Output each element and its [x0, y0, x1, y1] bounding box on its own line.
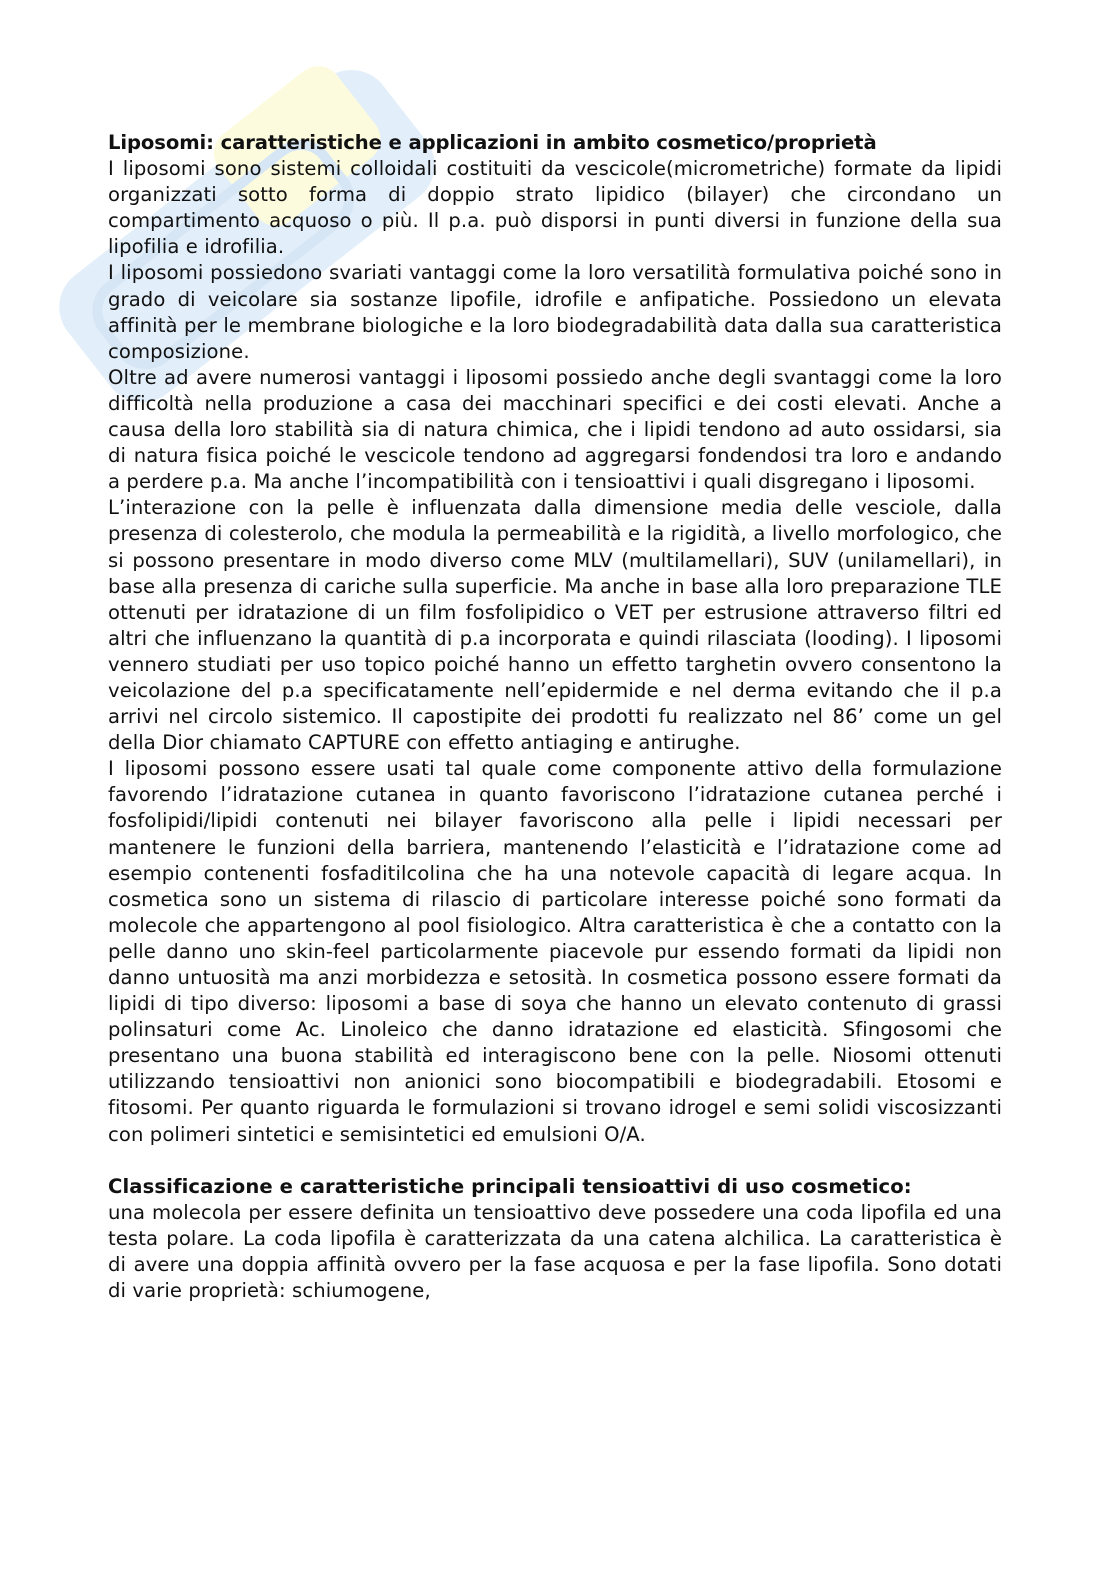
paragraph: I liposomi possiedono svariati vantaggi come la loro versatilità formulativa poiché sono in grado di veicolare sia sostanze lipofile, idrofile e anfipatiche. Possiedono un elevata affinità per le membrane biologiche e la loro biodegradabilità data dalla sua caratteristica composizione.	[108, 261, 1002, 363]
section-spacer	[108, 1148, 1002, 1174]
document-page	[108, 130, 1002, 1304]
paragraph: I liposomi possono essere usati tal quale come componente attivo della formulazione favorendo l’idratazione cutanea in quanto favoriscono l’idratazione cutanea perché i fosfolipidi/lipidi contenuti nei bilayer favoriscono alla pelle i lipidi necessari per mantenere le funzioni della barriera, mantenendo l’elasticità e l’idratazione come ad esempio contenenti fosfaditilcolina che ha una notevole capacità di legare acqua. In cosmetica sono un sistema di rilascio di particolare interesse poiché sono formati da molecole che appartengono al pool fisiologico. Altra caratteristica è che a contatto con la pelle danno uno skin-feel particolarmente piacevole pur essendo formati da lipidi non danno untuosità ma anzi morbidezza e setosità. In cosmetica possono essere formati da lipidi di tipo diverso: liposomi a base di soya che hanno un elevato contenuto di grassi polinsaturi come Ac. Linoleico che danno idratazione ed elasticità. Sfingosomi che presentano una buona stabilità ed interagiscono bene con la pelle. Niosomi ottenuti utilizzando tensioattivi non anionici sono biocompatibili e biodegradabili. Etosomi e fitosomi. Per quanto riguarda le formulazioni si trovano idrogel e semi solidi viscosizzanti con polimeri sintetici e semisintetici ed emulsioni O/A.	[108, 757, 1002, 1146]
paragraph: una molecola per essere definita un tensioattivo deve possedere una coda lipofila ed una testa polare. La coda lipofila è caratterizzata da una catena alchilica. La caratteristica è di avere una doppia affinità ovvero per la fase acquosa e per la fase lipofila. Sono dotati di varie proprietà: schiumogene,	[108, 1200, 1002, 1303]
paragraph: Oltre ad avere numerosi vantaggi i liposomi possiedo anche degli svantaggi come la loro difficoltà nella produzione a casa dei macchinari specifici e dei costi elevati. Anche a causa della loro stabilità sia di natura chimica, che i lipidi tendono ad auto ossidarsi, sia di natura fisica poiché le vescicole tendono ad aggregarsi fondendosi tra loro e andando a perdere p.a. Ma anche l’incompatibilità con i tensioattivi i quali disgregano i liposomi.	[108, 365, 1002, 494]
paragraph: I liposomi sono sistemi colloidali costituiti da vescicole(micrometriche) formate da lipidi organizzati sotto forma di doppio strato lipidico (bilayer) che circondano un compartimento acquoso o più. Il p.a. può disporsi in punti diversi in funzione della sua lipofilia e idrofilia.	[108, 157, 1002, 259]
section-tensioattivi-title: Classificazione e caratteristiche principali tensioattivi di uso cosmetico:	[108, 1174, 912, 1198]
section-liposomi-title: Liposomi: caratteristiche e applicazioni in ambito cosmetico/proprietà	[108, 131, 877, 154]
paragraph: L’interazione con la pelle è influenzata dalla dimensione media delle vesciole, dalla presenza di colesterolo, che modula la permeabilità e la rigidità, a livello morfologico, che si possono presentare in modo diverso come MLV (multilamellari), SUV (unilamellari), in base alla presenza di cariche sulla superficie. Ma anche in base alla loro preparazione TLE ottenuti per idratazione di un film fosfolipidico o VET per estrusione attraverso filtri ed altri che influenzano la quantità di p.a incorporata e quindi rilasciata (looding). I liposomi vennero studiati per uso topico poiché hanno un effetto targhetin ovvero consentono la veicolazione del p.a specificatamente nell’epidermide e nel derma evitando che il p.a arrivi nel circolo sistemico. Il capostipite dei prodotti fu realizzato nel 86’ come un gel della Dior chiamato CAPTURE con effetto antiaging e antirughe.	[108, 496, 1002, 755]
